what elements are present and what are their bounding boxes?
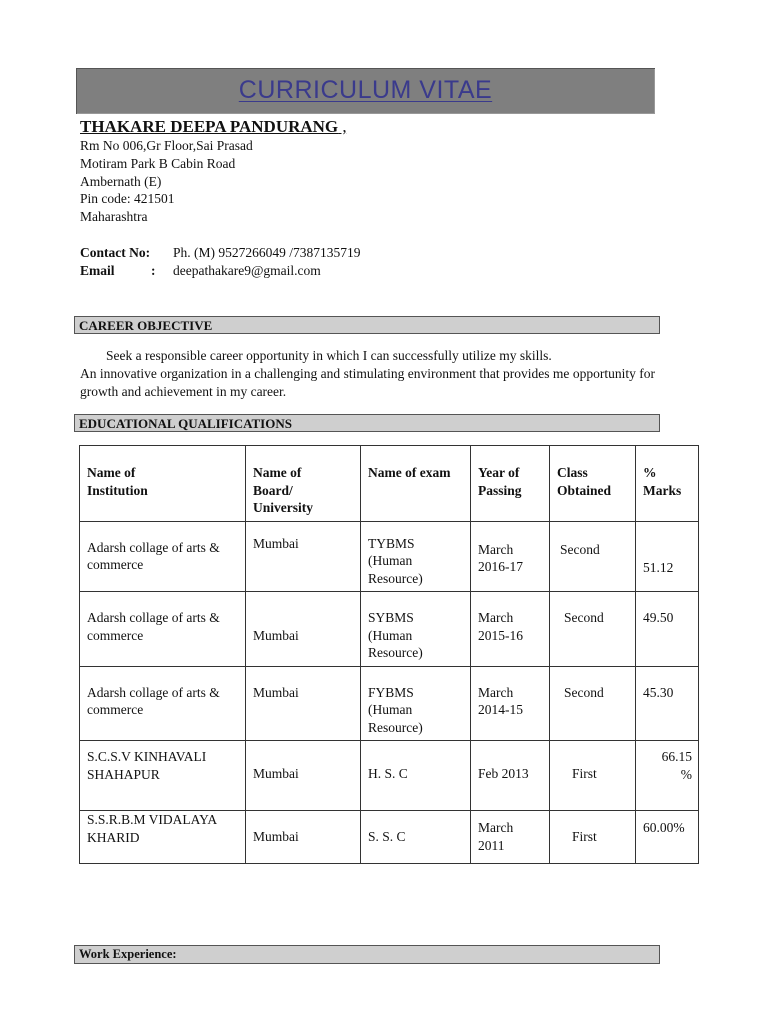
section-education-label: EDUCATIONAL QUALIFICATIONS	[79, 416, 292, 431]
table-row	[80, 741, 699, 811]
header-class-text: Class Obtained	[557, 465, 612, 498]
header-exam	[361, 446, 471, 522]
header-marks	[636, 446, 699, 522]
email-row	[80, 263, 115, 279]
header-board-text: Name of Board/ University	[253, 465, 313, 515]
objective-text	[80, 347, 655, 401]
cell-class: First	[550, 741, 636, 811]
address-line-3: Ambernath (E)	[80, 174, 162, 189]
address-line-2: Motiram Park B Cabin Road	[80, 156, 236, 171]
table-header-row	[80, 446, 699, 522]
cell-class: Second	[550, 521, 636, 592]
cell-class: Second	[550, 592, 636, 667]
cell-exam: S. S. C	[361, 811, 471, 864]
email-address[interactable]: deepathakare9@gmail.com	[173, 263, 321, 278]
cell-marks-text: 66.15 %	[661, 749, 692, 782]
cell-institution: S.C.S.V KINHAVALI SHAHAPUR	[80, 741, 246, 811]
cell-board: Mumbai	[246, 521, 361, 592]
objective-line-2: An innovative organization in a challenging and stimulating environment that provides me opportunity for growth and achievement in my career.	[80, 366, 655, 399]
header-institution	[80, 446, 246, 522]
cell-institution: S.S.R.B.M VIDALAYA KHARID	[80, 811, 246, 864]
cell-marks: 51.12	[636, 521, 699, 592]
table-row	[80, 521, 699, 592]
address-line-1: Rm No 006,Gr Floor,Sai Prasad	[80, 138, 253, 153]
education-table	[79, 445, 699, 864]
cell-year: March 2015-16	[471, 592, 550, 667]
title-banner	[76, 68, 655, 114]
contact-label: Contact No:	[80, 245, 151, 260]
table-row	[80, 666, 699, 741]
cell-marks: 49.50	[636, 592, 699, 667]
cell-year: Feb 2013	[471, 741, 550, 811]
cell-institution: Adarsh collage of arts & commerce	[80, 521, 246, 592]
section-work-experience-label: Work Experience:	[79, 947, 177, 961]
table-row	[80, 811, 699, 864]
cell-board: Mumbai	[246, 811, 361, 864]
header-board	[246, 446, 361, 522]
header-exam-text: Name of exam	[368, 465, 451, 480]
address-line-4: Pin code: 421501	[80, 191, 175, 206]
cell-board: Mumbai	[246, 666, 361, 741]
cell-exam: SYBMS (Human Resource)	[361, 592, 471, 667]
cell-institution: Adarsh collage of arts & commerce	[80, 666, 246, 741]
address-line-5: Maharashtra	[80, 209, 148, 224]
candidate-name	[80, 117, 347, 137]
section-career-objective-label: CAREER OBJECTIVE	[79, 318, 213, 333]
cell-marks: 60.00%	[636, 811, 699, 864]
cell-year: March 2016-17	[471, 521, 550, 592]
email-separator: :	[151, 263, 156, 278]
cell-marks	[636, 741, 699, 811]
header-year-text: Year of Passing	[478, 465, 522, 498]
cell-year: March 2014-15	[471, 666, 550, 741]
header-institution-text: Name of Institution	[87, 465, 148, 498]
contact-number: Ph. (M) 9527266049 /7387135719	[173, 245, 361, 260]
header-year	[471, 446, 550, 522]
document-title: CURRICULUM VITAE	[238, 76, 493, 104]
name-suffix: ,	[338, 117, 347, 136]
section-education	[74, 414, 660, 432]
table-row	[80, 592, 699, 667]
cell-board: Mumbai	[246, 592, 361, 667]
section-career-objective	[74, 316, 660, 334]
candidate-name-text: THAKARE DEEPA PANDURANG	[80, 117, 339, 136]
cell-exam: H. S. C	[361, 741, 471, 811]
contact-row	[80, 245, 150, 261]
email-label: Email	[80, 263, 115, 278]
cell-year: March 2011	[471, 811, 550, 864]
header-marks-text: % Marks	[643, 465, 682, 498]
cell-exam: FYBMS (Human Resource)	[361, 666, 471, 741]
objective-line-1: Seek a responsible career opportunity in which I can successfully utilize my skills.	[106, 348, 552, 363]
cell-institution: Adarsh collage of arts & commerce	[80, 592, 246, 667]
cell-class: First	[550, 811, 636, 864]
section-work-experience	[74, 945, 660, 964]
cell-board: Mumbai	[246, 741, 361, 811]
cell-exam: TYBMS (Human Resource)	[361, 521, 471, 592]
cell-marks: 45.30	[636, 666, 699, 741]
cell-class: Second	[550, 666, 636, 741]
header-class	[550, 446, 636, 522]
